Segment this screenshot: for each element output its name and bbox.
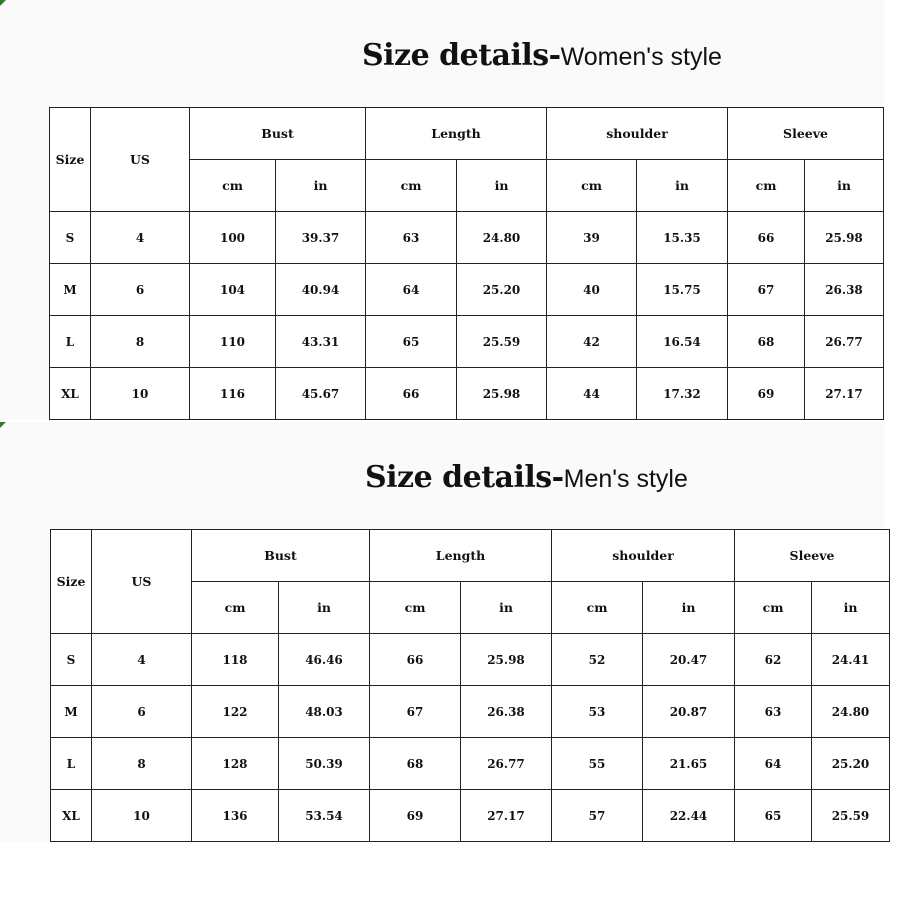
women-unit-cell: cm [366, 160, 457, 212]
size-cell: L [51, 738, 92, 790]
table-row [51, 738, 890, 790]
table-cell: 48.03 [279, 686, 370, 738]
size-cell: M [50, 264, 91, 316]
table-cell: 39.37 [276, 212, 366, 264]
men-unit-cell: in [643, 582, 735, 634]
men-unit-cell: cm [192, 582, 279, 634]
women-length-header: Length [366, 108, 547, 160]
table-cell: 40 [547, 264, 637, 316]
table-cell: 53 [552, 686, 643, 738]
men-unit-cell: in [279, 582, 370, 634]
women-shoulder-header: shoulder [547, 108, 728, 160]
men-shoulder-header: shoulder [552, 530, 735, 582]
men-unit-cell: cm [370, 582, 461, 634]
size-cell: S [50, 212, 91, 264]
size-cell: S [51, 634, 92, 686]
table-cell: 25.98 [457, 368, 547, 420]
table-cell: 24.80 [457, 212, 547, 264]
men-unit-cell: cm [735, 582, 812, 634]
table-cell: 25.98 [461, 634, 552, 686]
table-cell: 68 [370, 738, 461, 790]
table-cell: 67 [728, 264, 805, 316]
men-unit-cell: in [461, 582, 552, 634]
table-cell: 20.87 [643, 686, 735, 738]
women-unit-cell: cm [547, 160, 637, 212]
women-size-panel [0, 0, 884, 420]
table-row [50, 368, 884, 420]
table-cell: 22.44 [643, 790, 735, 842]
table-cell: 66 [728, 212, 805, 264]
table-cell: 26.77 [461, 738, 552, 790]
table-cell: 24.41 [812, 634, 890, 686]
men-sleeve-header: Sleeve [735, 530, 890, 582]
size-cell: M [51, 686, 92, 738]
table-cell: 15.35 [637, 212, 728, 264]
table-cell: 69 [728, 368, 805, 420]
table-cell: 100 [190, 212, 276, 264]
table-cell: 16.54 [637, 316, 728, 368]
table-row [51, 790, 890, 842]
table-cell: 27.17 [461, 790, 552, 842]
table-cell: 8 [92, 738, 192, 790]
table-cell: 44 [547, 368, 637, 420]
men-title [0, 460, 900, 495]
table-cell: 64 [735, 738, 812, 790]
table-cell: 4 [92, 634, 192, 686]
table-cell: 65 [366, 316, 457, 368]
table-cell: 10 [91, 368, 190, 420]
women-bust-header: Bust [190, 108, 366, 160]
size-cell: XL [51, 790, 92, 842]
women-size-table [49, 107, 884, 420]
table-cell: 4 [91, 212, 190, 264]
men-bust-header: Bust [192, 530, 370, 582]
table-row [50, 264, 884, 316]
table-cell: 63 [735, 686, 812, 738]
table-cell: 45.67 [276, 368, 366, 420]
table-cell: 21.65 [643, 738, 735, 790]
men-size-panel [0, 422, 884, 842]
table-row [51, 634, 890, 686]
table-cell: 116 [190, 368, 276, 420]
table-cell: 43.31 [276, 316, 366, 368]
table-cell: 6 [91, 264, 190, 316]
men-title-sub: Men's style [563, 465, 688, 493]
table-cell: 110 [190, 316, 276, 368]
table-cell: 69 [370, 790, 461, 842]
men-size-header: Size [51, 530, 92, 634]
men-length-header: Length [370, 530, 552, 582]
table-cell: 40.94 [276, 264, 366, 316]
women-header-row [50, 108, 884, 160]
table-cell: 66 [366, 368, 457, 420]
table-cell: 53.54 [279, 790, 370, 842]
women-title [0, 38, 900, 73]
women-unit-cell: in [276, 160, 366, 212]
corner-mark-icon [0, 422, 6, 428]
women-sleeve-header: Sleeve [728, 108, 884, 160]
table-cell: 67 [370, 686, 461, 738]
women-unit-cell: cm [190, 160, 276, 212]
men-size-table [50, 529, 890, 842]
table-cell: 136 [192, 790, 279, 842]
corner-mark-icon [0, 0, 6, 6]
table-cell: 66 [370, 634, 461, 686]
table-cell: 26.38 [461, 686, 552, 738]
men-title-main: Size details- [365, 460, 564, 495]
women-unit-cell: cm [728, 160, 805, 212]
table-row [50, 316, 884, 368]
table-cell: 50.39 [279, 738, 370, 790]
table-cell: 27.17 [805, 368, 884, 420]
table-cell: 25.59 [457, 316, 547, 368]
women-size-header: Size [50, 108, 91, 212]
table-cell: 26.77 [805, 316, 884, 368]
men-header-row [51, 530, 890, 582]
table-cell: 68 [728, 316, 805, 368]
table-cell: 20.47 [643, 634, 735, 686]
table-cell: 57 [552, 790, 643, 842]
table-cell: 24.80 [812, 686, 890, 738]
table-cell: 25.20 [457, 264, 547, 316]
table-cell: 17.32 [637, 368, 728, 420]
table-cell: 26.38 [805, 264, 884, 316]
women-unit-cell: in [805, 160, 884, 212]
table-cell: 10 [92, 790, 192, 842]
table-cell: 39 [547, 212, 637, 264]
table-cell: 122 [192, 686, 279, 738]
size-cell: L [50, 316, 91, 368]
table-cell: 8 [91, 316, 190, 368]
table-cell: 65 [735, 790, 812, 842]
table-cell: 42 [547, 316, 637, 368]
table-cell: 62 [735, 634, 812, 686]
women-us-header: US [91, 108, 190, 212]
table-cell: 63 [366, 212, 457, 264]
table-cell: 55 [552, 738, 643, 790]
table-cell: 118 [192, 634, 279, 686]
table-cell: 6 [92, 686, 192, 738]
table-cell: 46.46 [279, 634, 370, 686]
men-unit-cell: in [812, 582, 890, 634]
table-cell: 25.98 [805, 212, 884, 264]
women-title-main: Size details- [362, 38, 561, 73]
table-row [51, 686, 890, 738]
table-cell: 52 [552, 634, 643, 686]
table-cell: 128 [192, 738, 279, 790]
size-cell: XL [50, 368, 91, 420]
table-cell: 15.75 [637, 264, 728, 316]
table-cell: 64 [366, 264, 457, 316]
women-title-sub: Women's style [560, 43, 722, 71]
table-row [50, 212, 884, 264]
women-unit-cell: in [457, 160, 547, 212]
table-cell: 104 [190, 264, 276, 316]
women-unit-cell: in [637, 160, 728, 212]
table-cell: 25.20 [812, 738, 890, 790]
men-unit-cell: cm [552, 582, 643, 634]
table-cell: 25.59 [812, 790, 890, 842]
men-us-header: US [92, 530, 192, 634]
